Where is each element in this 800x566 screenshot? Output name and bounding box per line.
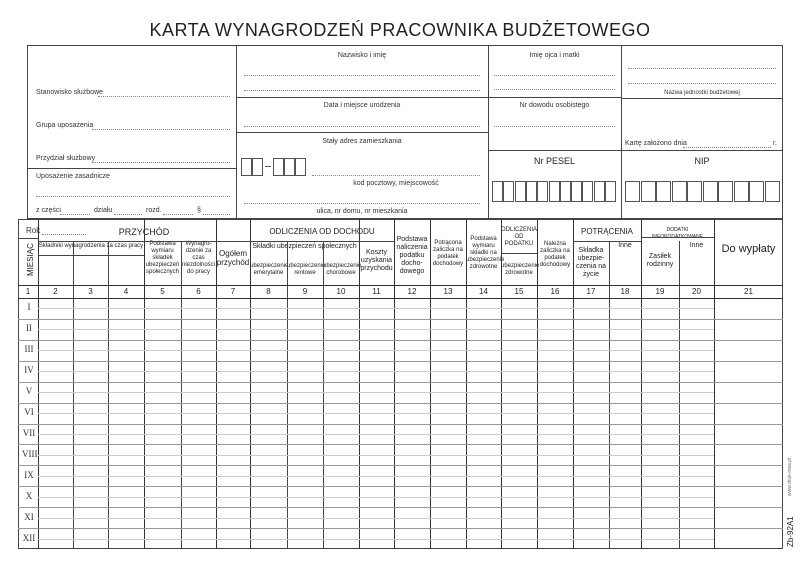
jednostka-label: Nazwa jednostki budżetowej: [664, 90, 740, 96]
month-label: II: [26, 323, 32, 334]
month-row-line: [18, 465, 783, 466]
uposazenie-label: Uposażenie zasadnicze: [36, 173, 110, 180]
column-number: 3: [88, 287, 93, 296]
month-subrow-line: [38, 392, 714, 393]
column-number: 8: [266, 287, 271, 296]
table-column-line: [537, 219, 538, 549]
column-number: 7: [230, 287, 236, 296]
data-miejsce-field[interactable]: [244, 126, 480, 127]
imie-ojca-field-1[interactable]: [494, 75, 615, 76]
pesel-digit-box[interactable]: [526, 181, 537, 202]
table-column-line: [38, 219, 39, 549]
koszty-header: Koszty uzyskania przychodu: [360, 249, 393, 272]
month-row-line: [18, 361, 783, 362]
potracona-header: Potrącona zaliczka na podatek dochodowy: [432, 240, 464, 267]
table-column-line: [714, 219, 715, 549]
jednostka-field-1[interactable]: [628, 68, 776, 69]
pesel-digit-box[interactable]: [560, 181, 571, 202]
table-column-line: [216, 219, 217, 549]
month-subrow-line: [38, 329, 714, 330]
karte-zalozono-field[interactable]: [683, 147, 771, 148]
pesel-digit-box[interactable]: [503, 181, 514, 202]
header-line: [38, 241, 250, 242]
month-row-line: [18, 424, 783, 425]
nalezna-header: Należna zaliczka na podatek dochodowy: [539, 241, 571, 268]
postal-code-box-4[interactable]: [284, 158, 295, 176]
month-label: IX: [24, 469, 34, 480]
podstawa-zdrowotne-header: Podstawa wymiaru składki na ubezpieczenie zdrowotne: [466, 236, 505, 270]
column-number: 6: [196, 287, 201, 296]
table-column-line: [573, 219, 574, 549]
column-number: 4: [123, 287, 129, 296]
month-label: X: [25, 490, 33, 501]
kod-label: kod pocztowy, miejscowość: [353, 180, 439, 187]
month-label: VIII: [22, 448, 38, 459]
postal-code-box-5[interactable]: [295, 158, 306, 176]
table-column-line: [250, 219, 251, 549]
column-number: 17: [586, 287, 596, 296]
postal-code-box-1[interactable]: [241, 158, 252, 176]
pesel-digit-box[interactable]: [594, 181, 605, 202]
grupa-label: Grupa uposażenia: [36, 122, 94, 129]
przydzial-label: Przydział służbowy: [36, 155, 96, 162]
podstawa-naliczenia-header: Podstawa naliczenia podatku docho- dowego: [396, 236, 428, 275]
nip-digit-box[interactable]: [749, 181, 764, 202]
pesel-digit-box[interactable]: [537, 181, 548, 202]
nip-digit-box[interactable]: [734, 181, 749, 202]
skladki-ubezp-header: Składki ubezpieczeń społecznych: [252, 243, 357, 250]
rok-label: Rok: [26, 226, 41, 235]
emerytalne-header: ubezpieczenie emerytalne: [250, 263, 289, 276]
header-line: [38, 255, 144, 256]
column-number: 2: [53, 287, 58, 296]
uposazenie-field[interactable]: [36, 196, 230, 197]
column-number: 16: [550, 287, 560, 296]
nazwisko-label: Nazwisko i imię: [337, 52, 387, 59]
pesel-label: Nr PESEL: [533, 156, 575, 166]
table-column-line: [394, 219, 395, 549]
rentowe-header: ubezpieczenie rentowe: [287, 263, 326, 276]
column-number: 12: [407, 287, 417, 296]
column-number: 10: [336, 287, 346, 296]
paragraf-label: §: [197, 207, 201, 214]
header-line: [501, 253, 537, 254]
column-number: 13: [443, 287, 453, 296]
month-label: VI: [24, 407, 34, 418]
column-number: 5: [160, 287, 165, 296]
chorobowe-header: ubezpieczenie chorobowe: [323, 263, 362, 276]
month-row-line: [18, 486, 783, 487]
do-wyplaty-header: Do wypłaty: [721, 243, 776, 255]
header-line: [250, 241, 394, 242]
printer-url: www.druk-msa.pl: [787, 457, 793, 496]
month-label: XI: [24, 511, 34, 522]
przydzial-field[interactable]: [92, 162, 230, 163]
nip-digit-box[interactable]: [641, 181, 656, 202]
month-subrow-line: [38, 350, 714, 351]
nip-digit-box[interactable]: [703, 181, 718, 202]
column-number: 18: [620, 287, 630, 296]
nazwisko-field-1[interactable]: [244, 75, 480, 76]
nip-digit-box[interactable]: [765, 181, 780, 202]
nip-digit-box[interactable]: [625, 181, 640, 202]
imie-ojca-field-2[interactable]: [494, 89, 615, 90]
month-label: I: [27, 302, 31, 313]
column-number: 1: [25, 287, 31, 296]
form-code: Zb-92A1: [786, 516, 795, 547]
pesel-digit-box[interactable]: [605, 181, 616, 202]
month-subrow-line: [38, 518, 714, 519]
month-row-line: [18, 403, 783, 404]
z-czesci-label: z części: [36, 207, 61, 214]
nip-digit-box[interactable]: [718, 181, 733, 202]
month-row-line: [18, 382, 783, 383]
adres-label: Stały adres zamieszkania: [322, 138, 402, 145]
ulica-label: ulica, nr domu, nr mieszkania: [316, 208, 408, 215]
ogolem-header: Ogółem przychód: [216, 249, 250, 267]
jednostka-field-2[interactable]: [628, 83, 776, 84]
column-number: 21: [744, 287, 753, 296]
month-subrow-line: [38, 497, 714, 498]
month-label: III: [24, 344, 34, 355]
pesel-digit-box[interactable]: [549, 181, 560, 202]
month-row-line: [18, 444, 783, 445]
przychod-header: PRZYCHÓD: [118, 227, 170, 237]
month-subrow-line: [38, 455, 714, 456]
header-line: [18, 298, 783, 299]
table-column-line: [144, 219, 145, 549]
header-line: [641, 237, 714, 238]
dzialu-label: działu: [94, 207, 113, 214]
nr-dowodu-field[interactable]: [494, 126, 615, 127]
pesel-digit-box[interactable]: [582, 181, 593, 202]
ulica-field[interactable]: [244, 203, 480, 204]
month-subrow-line: [38, 371, 714, 372]
postal-code-box-3[interactable]: [273, 158, 284, 176]
karte-r-label: r.: [773, 140, 777, 147]
inne1-header: Inne: [618, 242, 632, 249]
month-label: IV: [24, 365, 34, 376]
odliczenia-header: ODLICZENIA OD DOCHODU: [269, 227, 375, 236]
month-subrow-line: [38, 434, 714, 435]
grupa-field[interactable]: [92, 129, 230, 130]
nazwisko-field-2[interactable]: [244, 90, 480, 91]
zdrowotne-header: ubezpieczenie zdrowotne: [501, 263, 540, 276]
month-label: VII: [22, 427, 36, 438]
miesiac-label: MIESIĄC: [26, 243, 35, 276]
column-number: 9: [302, 287, 308, 296]
pesel-digit-box[interactable]: [515, 181, 526, 202]
nip-label: NIP: [694, 156, 710, 166]
month-row-line: [18, 507, 783, 508]
stanowisko-field[interactable]: [98, 96, 230, 97]
pesel-digit-box[interactable]: [571, 181, 582, 202]
month-row-line: [18, 340, 783, 341]
month-subrow-line: [38, 476, 714, 477]
month-label: V: [25, 386, 33, 397]
rozd-label: rozd.: [146, 207, 162, 214]
karte-zalozono-label: Kartę założono dnia: [625, 140, 687, 147]
column-number: 15: [514, 287, 524, 296]
month-subrow-line: [38, 308, 714, 309]
imie-ojca-label: Imię ojca i matki: [529, 52, 580, 59]
odliczenia-od-podatku-header: ODLICZENIA OD PODATKU: [501, 227, 538, 247]
column-number: 11: [372, 287, 381, 296]
nip-digit-box[interactable]: [656, 181, 671, 202]
podstawa-wymiaru-header: Podstawa wymiaru składek ubezpieczeń społecznych: [145, 241, 180, 275]
stanowisko-label: Stanowisko służbowe: [36, 89, 103, 96]
dodatki-header: DODATKI NIEOPODATKOWANE: [651, 227, 704, 240]
column-number: 19: [655, 287, 665, 296]
zasilek-header: Zasiłek rodzinny: [646, 253, 674, 268]
column-number: 14: [479, 287, 488, 296]
header-line: [18, 285, 783, 286]
skladka-zycie-header: Składka ubezpie- czenia na życie: [576, 247, 606, 278]
month-subrow-line: [38, 539, 714, 540]
header-line: [18, 238, 38, 239]
month-subrow-line: [38, 413, 714, 414]
table-column-line: [501, 219, 502, 549]
header-line: [573, 241, 641, 242]
postal-code-box-2[interactable]: [252, 158, 263, 176]
table-column-line: [466, 219, 467, 549]
month-row-line: [18, 528, 783, 529]
month-row-line: [18, 319, 783, 320]
nr-dowodu-label: Nr dowodu osobistego: [519, 102, 590, 109]
potracenia-header: POTRĄCENIA: [580, 227, 633, 236]
postal-dash: [265, 166, 271, 167]
inne2-header: Inne: [689, 242, 704, 249]
miejscowosc-field[interactable]: [312, 175, 480, 176]
table-column-line: [430, 219, 431, 549]
table-column-line: [641, 219, 642, 549]
month-label: XII: [22, 532, 36, 543]
pesel-digit-box[interactable]: [492, 181, 503, 202]
data-miejsce-label: Data i miejsce urodzenia: [323, 102, 401, 109]
table-column-line: [359, 219, 360, 549]
page-title: KARTA WYNAGRODZEŃ PRACOWNIKA BUDŻETOWEGO: [149, 20, 651, 40]
column-number: 20: [692, 287, 701, 296]
skladniki-header: Składniki wynagrodzenia za czas pracy: [38, 243, 144, 249]
nip-digit-box[interactable]: [672, 181, 687, 202]
nip-digit-box[interactable]: [687, 181, 702, 202]
wynagrodzenie-header: Wynagro- dzenie za czas niezdolności do pracy: [181, 241, 216, 275]
